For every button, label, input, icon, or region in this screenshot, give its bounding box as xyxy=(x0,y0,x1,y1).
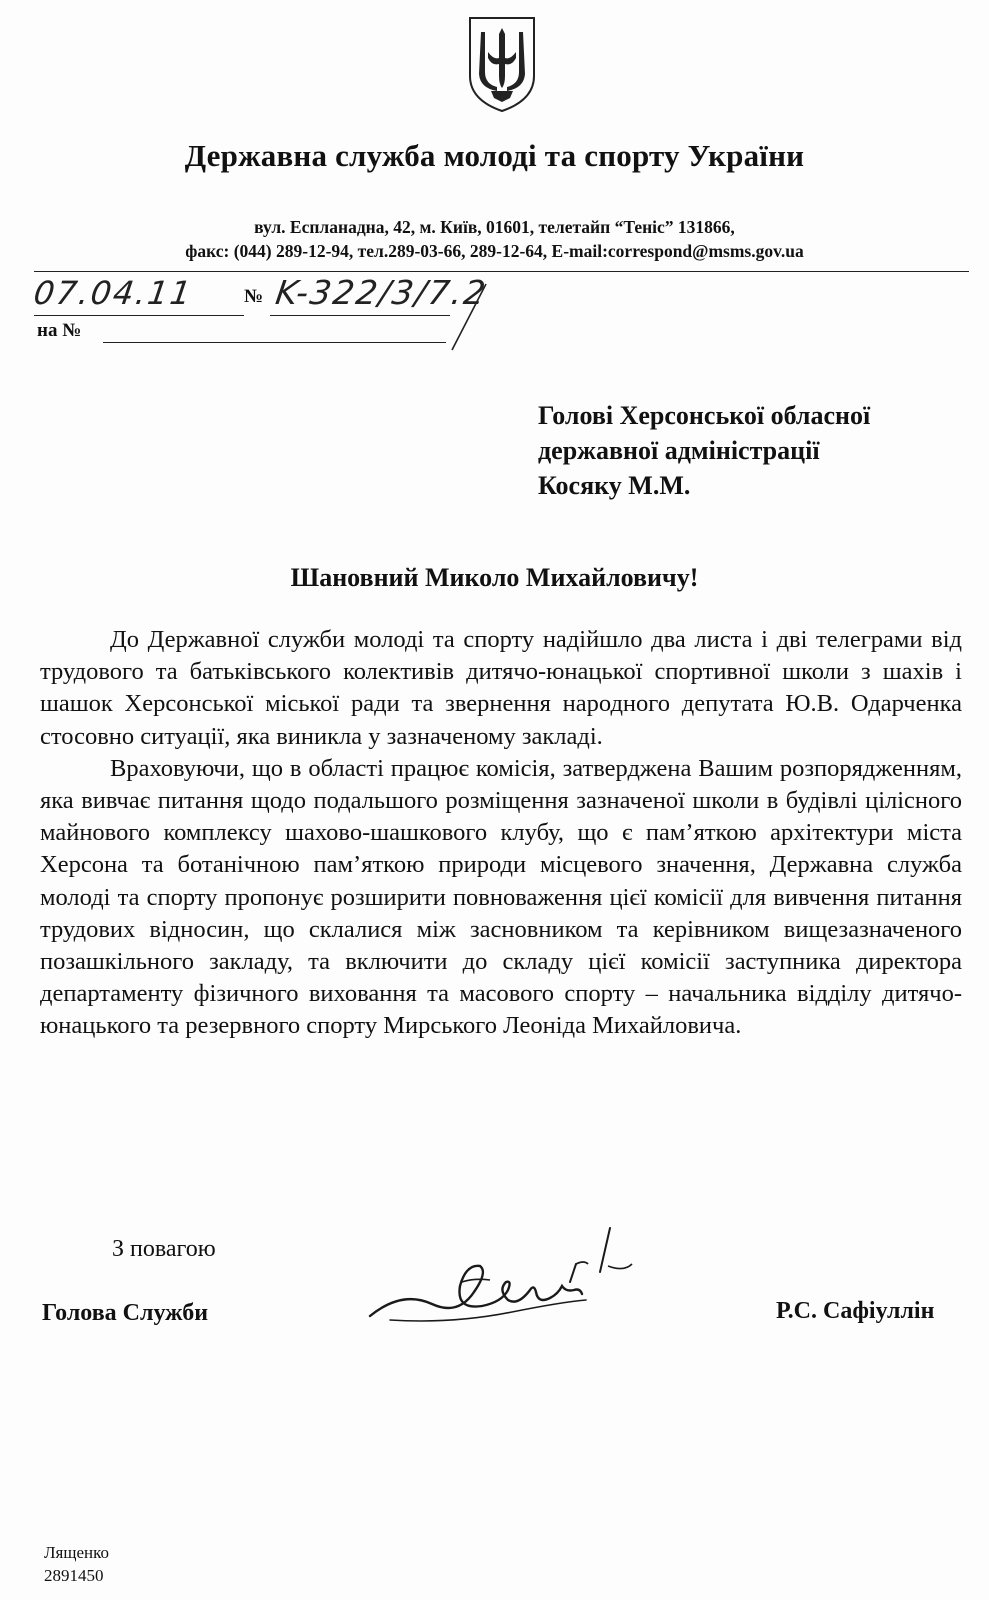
body-paragraph-2: Враховуючи, що в області працює комісія, затверджена Вашим розпорядженням, яка вивчає питання щодо подальшого розміщення зазначеної школи в будівлі цілісного майнового комплексу шахово-шашкового клубу, що є пам’яткою архітектури міста Херсона та ботанічною пам’яткою природи місцевого значення, Державна служба молоді та спорту пропонує розширити повноваження цієї комісії для вивчення питання трудових відносин, що склалися між засновником та керівником вищезазначеного позашкільного закладу, та включити до складу цієї комісії заступника директора департаменту фізичного виховання та масового спорту – начальника відділу дитячо-юнацького та резервного спорту Мирського Леоніда Михайловича. xyxy=(40,754,962,1040)
signer-name: Р.С. Сафіуллін xyxy=(776,1298,935,1324)
recipient-line-2: державної адміністрації xyxy=(538,436,820,465)
executor-phone: 2891450 xyxy=(44,1566,104,1585)
reply-to-label: на № xyxy=(37,320,82,341)
letter-body xyxy=(40,624,962,1043)
body-paragraph-1: До Державної служби молоді та спорту надійшло два листа і дві телеграми від трудового та батьківського колективів дитячо-юнацької спортивної школи з шахів і шашок Херсонської міської ради та звернення народного депутата Ю.В. Одарченка стосовно ситуації, яка виникла у зазначеному закладі. xyxy=(40,626,962,750)
salutation: Шановний Миколо Михайловичу! xyxy=(290,563,699,592)
outgoing-number-value: K-322/3/7.2 xyxy=(273,273,490,312)
recipient-block xyxy=(538,398,870,503)
registration-pen-stroke xyxy=(0,0,989,400)
outgoing-date-value: 07.04.11 xyxy=(31,274,196,312)
closing-regards: З повагою xyxy=(112,1236,216,1262)
signer-title: Голова Служби xyxy=(42,1300,209,1326)
executor-block xyxy=(44,1541,109,1587)
address-line-2: факс: (044) 289-12-94, тел.289-03-66, 289-12-64, E-mail:correspond@msms.gov.ua xyxy=(185,241,804,261)
executor-name: Лященко xyxy=(44,1543,109,1562)
recipient-line-1: Голові Херсонської обласної xyxy=(538,401,871,430)
address-line-1: вул. Еспланадна, 42, м. Київ, 01601, телетайп “Теніс” 131866, xyxy=(254,217,735,237)
organization-name: Державна служба молоді та спорту України xyxy=(184,138,805,173)
handwritten-signature-icon xyxy=(362,1220,662,1350)
recipient-line-3: Косяку М.М. xyxy=(538,471,691,500)
number-sign: № xyxy=(244,286,264,307)
